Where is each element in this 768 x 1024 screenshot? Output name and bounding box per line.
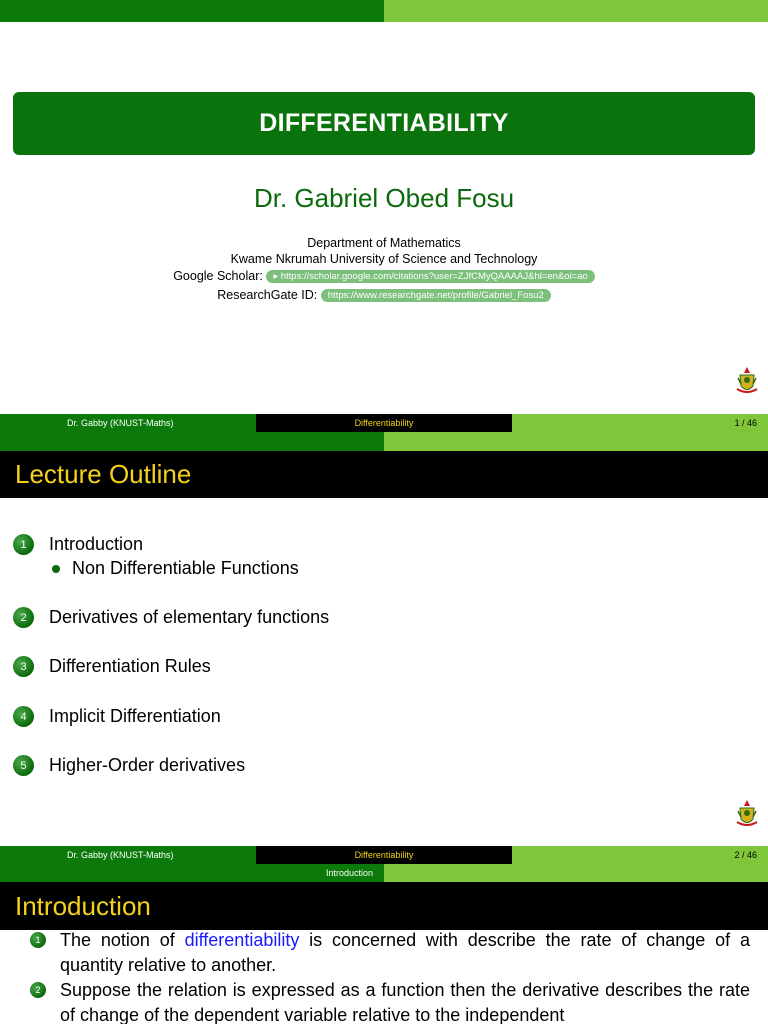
footer-page-number: 1 / 46 — [512, 414, 768, 432]
google-scholar-link[interactable]: ▸ https://scholar.google.com/citations?user=ZJfCMyQAAAAJ&hl=en&oi=ao — [266, 270, 594, 283]
footer-author: Dr. Gabby (KNUST-Maths) — [0, 414, 256, 432]
university-crest-icon — [736, 366, 758, 396]
outline-item-label: Introduction — [49, 534, 144, 554]
outline-item-introduction[interactable] — [13, 534, 143, 555]
footer-author: Dr. Gabby (KNUST-Maths) — [0, 846, 256, 864]
outline-subitem-non-differentiable[interactable] — [52, 558, 299, 579]
outline-item-derivatives[interactable] — [13, 607, 329, 628]
presentation-title: DIFFERENTIABILITY — [259, 109, 509, 137]
researchgate-line — [0, 288, 768, 302]
introduction-list — [30, 928, 750, 1024]
google-scholar-label: Google Scholar: — [173, 269, 263, 283]
outline-item-differentiation-rules[interactable] — [13, 656, 211, 677]
slide2-footer — [0, 846, 768, 864]
introduction-frame-title: Introduction — [0, 882, 768, 930]
footer-page-number: 2 / 46 — [512, 846, 768, 864]
footer-title: Differentiability — [256, 846, 512, 864]
outline-item-higher-order[interactable] — [13, 755, 245, 776]
outline-item-label: Higher-Order derivatives — [49, 755, 246, 775]
footer-title: Differentiability — [256, 414, 512, 432]
outline-frame-title: Lecture Outline — [0, 451, 768, 498]
bullet-dot-icon — [52, 565, 60, 573]
outline-subitem-label: Non Differentiable Functions — [72, 558, 299, 578]
number-badge-icon: 4 — [13, 706, 34, 727]
outline-item-label: Derivatives of elementary functions — [49, 607, 330, 627]
google-scholar-line — [0, 269, 768, 283]
number-badge-icon: 2 — [13, 607, 34, 628]
outline-item-label: Implicit Differentiation — [49, 706, 221, 726]
outline-item-implicit[interactable] — [13, 706, 221, 727]
section-nav-introduction[interactable]: Introduction — [0, 864, 384, 882]
number-badge-icon: 5 — [13, 755, 34, 776]
number-badge-icon: 3 — [13, 656, 34, 677]
number-badge-icon: 1 — [13, 534, 34, 555]
researchgate-link[interactable]: https://www.researchgate.net/profile/Gabriel_Fosu2 — [321, 289, 551, 302]
introduction-item-2: 2 Suppose the relation is expressed as a function then the derivative describes the rate of change of the dependent variable relative to the independent — [30, 978, 750, 1024]
differentiability-link[interactable]: differentiability — [184, 930, 300, 950]
researchgate-label: ResearchGate ID: — [217, 288, 318, 302]
slide1-top-bar — [0, 0, 768, 22]
department: Department of Mathematics — [307, 236, 461, 250]
slide1-footer — [0, 414, 768, 432]
university: Kwame Nkrumah University of Science and Technology — [230, 252, 538, 266]
slide2-top-bar — [0, 432, 768, 451]
outline-item-label: Differentiation Rules — [49, 656, 211, 676]
university-crest-icon — [736, 799, 758, 829]
introduction-item-1: 1 The notion of differentiability is concerned with describe the rate of change of a quantity relative to another. — [30, 928, 750, 977]
number-badge-icon: 1 — [30, 932, 46, 948]
title-box — [13, 92, 755, 155]
author-name: Dr. Gabriel Obed Fosu — [253, 183, 515, 213]
number-badge-icon: 2 — [30, 982, 46, 998]
slide3-section-nav — [0, 864, 768, 882]
